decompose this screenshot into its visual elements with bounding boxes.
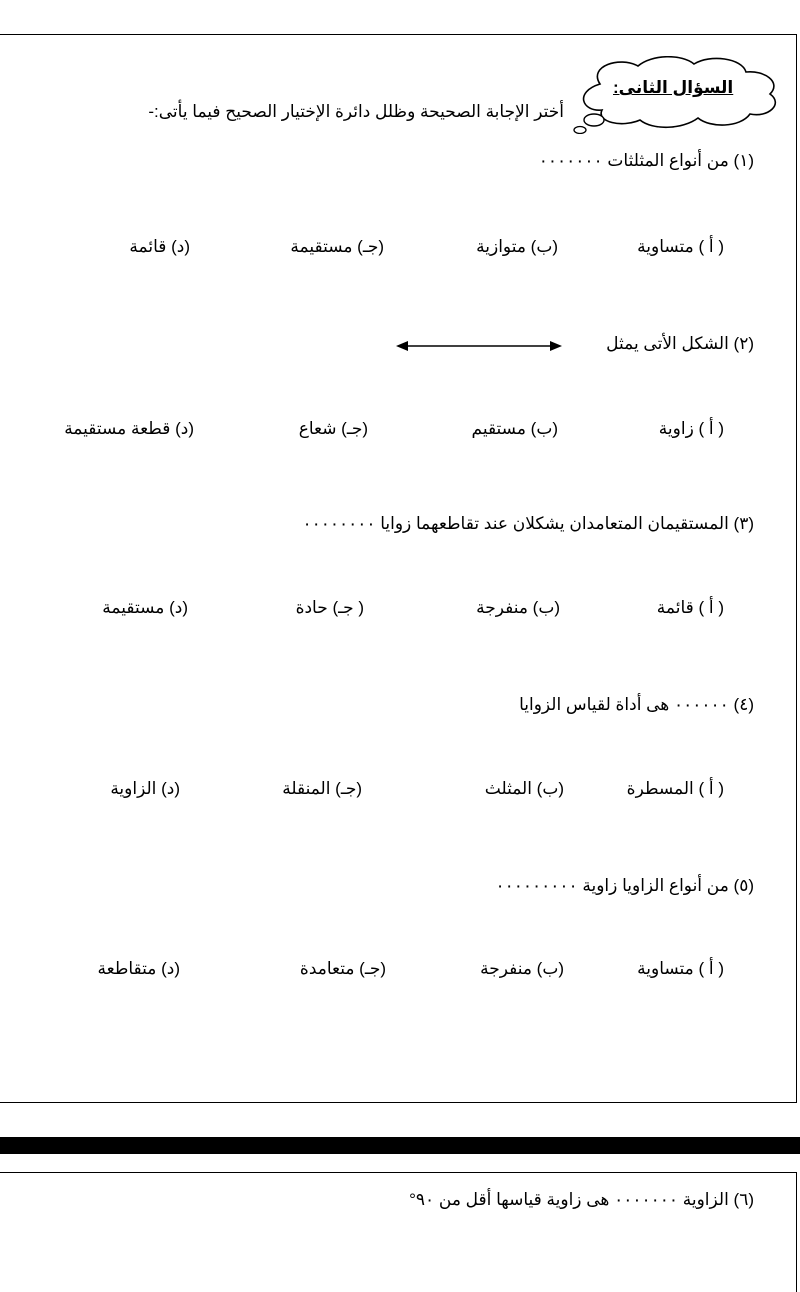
q3-option-b[interactable]: (ب) منفرجة [476,598,560,617]
q5-option-c[interactable]: (جـ) متعامدة [299,959,386,978]
worksheet-frame [0,34,797,1103]
q2-option-b[interactable]: (ب) مستقيم [471,419,558,438]
q1-option-d[interactable]: (د) قائمة [129,237,190,256]
q1-option-a[interactable]: ( أ ) متساوية [637,237,724,256]
q4-option-b[interactable]: (ب) المثلث [484,779,564,798]
double-arrow-line-icon [396,338,562,354]
q1-option-b[interactable]: (ب) متوازية [476,237,558,256]
page-separator-bar [0,1137,800,1154]
question-4: (٤) ٠٠٠٠٠٠ هى أداة لقياس الزوايا [519,695,754,714]
q4-option-d[interactable]: (د) الزاوية [110,779,180,798]
q2-option-c[interactable]: (جـ) شعاع [298,419,368,438]
q5-option-a[interactable]: ( أ ) متساوية [637,959,724,978]
q1-option-c[interactable]: (جـ) مستقيمة [290,237,384,256]
question-5: (٥) من أنواع الزاويا زاوية ٠٠٠٠٠٠٠٠٠ [495,876,754,895]
section-title: السؤال الثانى: [613,78,734,97]
q5-option-b[interactable]: (ب) منفرجة [480,959,564,978]
question-2: (٢) الشكل الأتى يمثل [606,334,754,353]
q3-option-c[interactable]: ( جـ) حادة [295,598,364,617]
instruction-text: أختر الإجابة الصحيحة وظلل دائرة الإختيار الصحيح فيما يأتى:- [148,102,564,121]
question-6: (٦) الزاوية ٠٠٠٠٠٠٠ هى زاوية قياسها أقل من ٩٠° [409,1190,754,1209]
q4-option-a[interactable]: ( أ ) المسطرة [626,779,724,798]
question-1: (١) من أنواع المثلثات ٠٠٠٠٠٠٠ [538,151,754,170]
q3-option-d[interactable]: (د) مستقيمة [102,598,188,617]
question-3: (٣) المستقيمان المتعامدان يشكلان عند تقاطعهما زوايا ٠٠٠٠٠٠٠٠ [302,514,754,533]
q5-option-d[interactable]: (د) متقاطعة [97,959,180,978]
q2-option-a[interactable]: ( أ ) زاوية [658,419,724,438]
q3-option-a[interactable]: ( أ ) قائمة [656,598,724,617]
q2-option-d[interactable]: (د) قطعة مستقيمة [64,419,194,438]
q4-option-c[interactable]: (جـ) المنقلة [282,779,362,798]
